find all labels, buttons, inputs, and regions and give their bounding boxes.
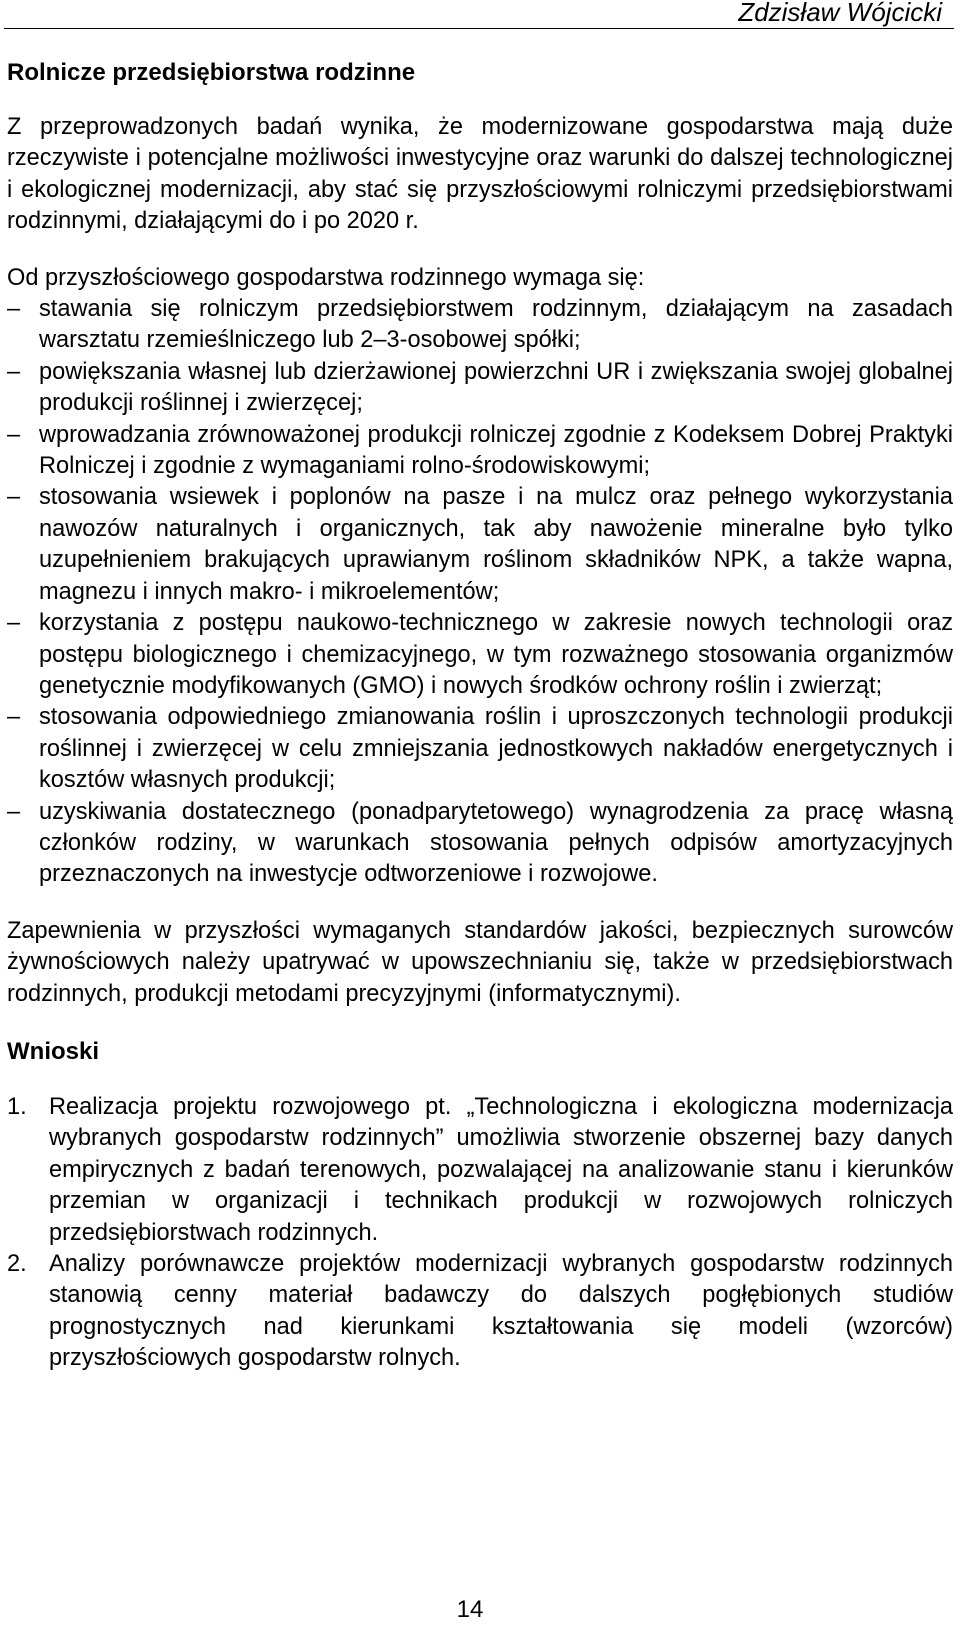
list-item: [7, 608, 953, 702]
conclusion-number: 2.: [7, 1251, 27, 1277]
running-header: [4, 0, 954, 29]
dash-bullet: –: [7, 610, 21, 637]
header-author: Zdzisław Wójcicki: [738, 0, 942, 27]
list-item: [7, 482, 953, 608]
dash-bullet: –: [7, 358, 21, 385]
conclusion-number: 1.: [7, 1093, 27, 1120]
list-item-text: uzyskiwania dostatecznego (ponadparytetowego) wynagrodzenia za pracę własną członków rodziny, w warunkach stosowania pełnych odpisów amortyzacyjnych przeznaczonych na inwestycje odtworzeniowe i rozwojowe.: [39, 798, 953, 888]
list-item-text: stawania się rolniczym przedsiębiorstwem rodzinnym, działającym na zasadach warsztatu rzemieślniczego lub 2–3-osobowej spółki;: [39, 296, 953, 354]
list-item-text: wprowadzania zrównoważonej produkcji rolniczej zgodnie z Kodeksem Dobrej Praktyki Rolniczej i zgodnie z wymaganiami rolno-środowiskowymi;: [39, 421, 953, 480]
paragraph-requirements-intro: Od przyszłościowego gospodarstwa rodzinnego wymaga się:: [7, 264, 645, 291]
dash-bullet: –: [7, 484, 21, 511]
list-item-text: korzystania z postępu naukowo-technicznego w zakresie nowych technologii oraz postępu biologicznego i chemizacyjnego, w tym rozważnego stosowania organizmów genetycznie modyfikowanych (GMO) i nowych środków ochrony roślin i zwierząt;: [39, 610, 953, 699]
list-item: [7, 294, 953, 357]
conclusion-item: [7, 1092, 953, 1249]
paragraph-quality-standards: Zapewnienia w przyszłości wymaganych standardów jakości, bezpiecznych surowców żywnościowych należy upatrywać w upowszechnianiu się, także w przedsiębiorstwach rodzinnych, produkcji metodami precyzyjnymi (informatycznymi).: [7, 917, 953, 1007]
conclusions-list: [7, 1092, 953, 1375]
section-title: Rolnicze przedsiębiorstwa rodzinne: [7, 59, 416, 86]
dash-bullet: –: [7, 421, 21, 448]
conclusion-text: Analizy porównawcze projektów modernizacji wybranych gospodarstw rodzinnych stanowią cenny materiał badawczy do dalszych pogłębionych studiów prognostycznych nad kierunkami kształtowania się modeli (wzorców) przyszłościowych gospodarstw rolnych.: [49, 1251, 953, 1372]
list-item-text: stosowania odpowiedniego zmianowania roślin i uproszczonych technologii produkcji roślinnej i zwierzęcej w celu zmniejszania jednostkowych nakładów energetycznych i kosztów własnych produkcji;: [39, 704, 953, 794]
list-item: [7, 797, 953, 891]
list-item: [7, 357, 953, 420]
page-number: 14: [456, 1596, 484, 1623]
conclusion-text: Realizacja projektu rozwojowego pt. „Technologiczna i ekologiczna modernizacja wybranych gospodarstw rodzinnych” umożliwia stworzenie obszernej bazy danych empirycznych z badań terenowych, pozwalającej na analizowanie stanu i kierunków przemian w organizacji i technikach produkcji w rozwojowych rolniczych przedsiębiorstwach rodzinnych.: [49, 1093, 953, 1246]
conclusion-item: [7, 1249, 953, 1375]
requirements-list: [7, 294, 953, 891]
dash-bullet: –: [7, 296, 21, 323]
list-item: [7, 420, 953, 483]
dash-bullet: –: [7, 704, 21, 731]
list-item: [7, 702, 953, 796]
page-content: [7, 58, 953, 1375]
paragraph-findings: Z przeprowadzonych badań wynika, że modernizowane gospodarstwa mają duże rzeczywiste i potencjalne możliwości inwestycyjne oraz warunki do dalszej technologicznej i ekologicznej modernizacji, aby stać się przyszłościowymi rolniczymi przedsiębiorstwami rodzinnymi, działającymi do i po 2020 r.: [7, 114, 953, 235]
list-item-text: powiększania własnej lub dzierżawionej powierzchni UR i zwiększania swojej globalnej produkcji roślinnej i zwierzęcej;: [39, 358, 953, 417]
dash-bullet: –: [7, 798, 21, 825]
conclusions-heading: Wnioski: [7, 1037, 100, 1065]
list-item-text: stosowania wsiewek i poplonów na pasze i na mulcz oraz pełnego wykorzystania nawozów naturalnych i organicznych, tak aby nawożenie mineralne było tylko uzupełnieniem brakujących uprawianym roślinom składników NPK, a także wapna, magnezu i innych makro- i mikroelementów;: [39, 484, 953, 605]
